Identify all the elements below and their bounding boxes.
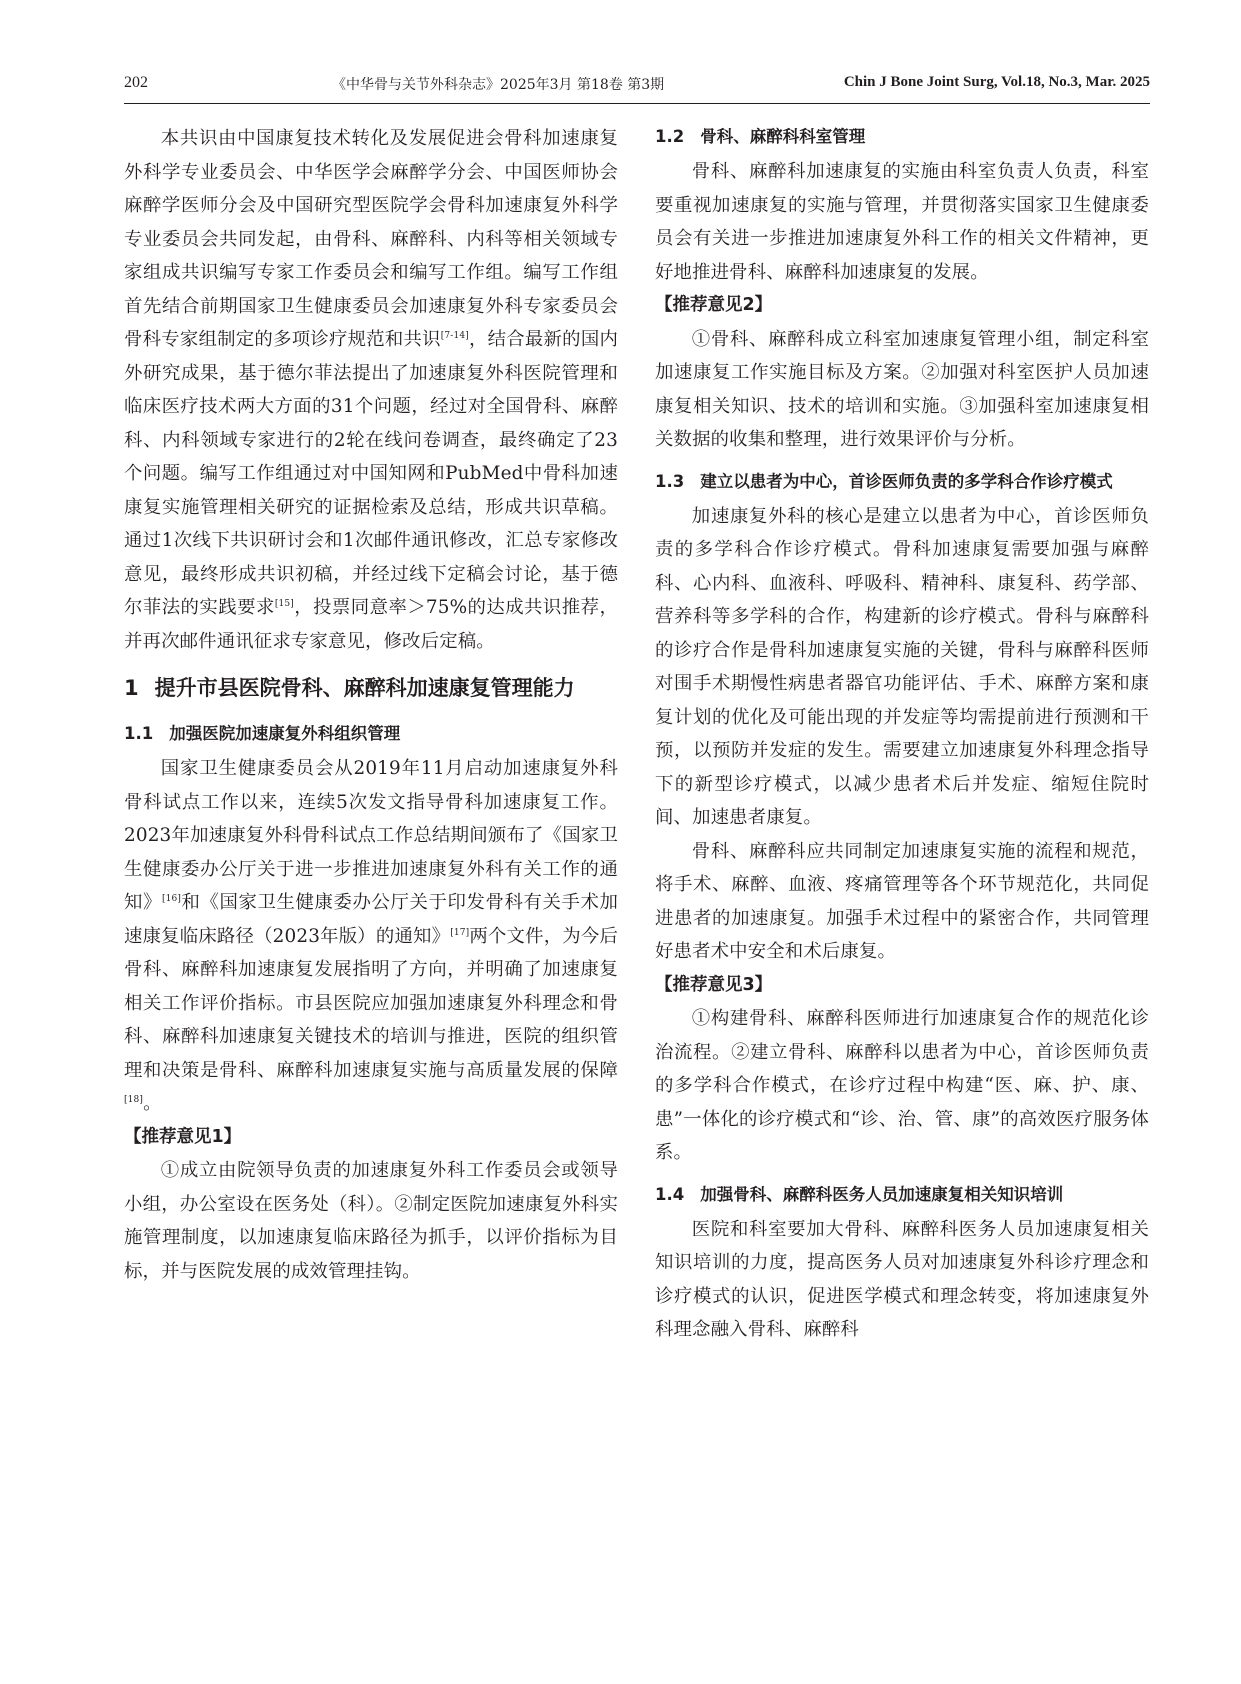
recommendation-3-text: ①构建骨科、麻醉科医师进行加速康复合作的规范化诊治流程。②建立骨科、麻醉科以患者为中心，首诊医师负责的多学科合作模式，在诊疗过程中构建“医、麻、护、康、患”一体化的诊疗模式和“诊、治、管、康”的高效医疗服务体系。 <box>655 1008 1149 1163</box>
paragraph-1-2: 骨科、麻醉科加速康复的实施由科室负责人负责，科室要重视加速康复的实施与管理，并贯彻落实国家卫生健康委员会有关进一步推进加速康复外科工作的相关文件精神，更好地推进骨科、麻醉科加速康复的发展。 <box>655 161 1149 283</box>
subsection-heading-1-4: 1.4 加强骨科、麻醉科医务人员加速康复相关知识培训 <box>655 1184 1064 1204</box>
journal-title-english: Chin J Bone Joint Surg, Vol.18, No.3, Mar. 2025 <box>843 74 1150 90</box>
recommendation-3-label: 【推荐意见3】 <box>655 974 773 995</box>
paragraph-1-1: 国家卫生健康委员会从2019年11月启动加速康复外科骨科试点工作以来，连续5次发文指导骨科加速康复工作。2023年加速康复外科骨科试点工作总结期间颁布了《国家卫生健康委办公厅关于进一步推进加速康复外科有关工作的通知》[16]和《国家卫生健康委办公厅关于印发骨科有关手术加速康复临床路径（2023年版）的通知》[17]两个文件，为今后骨科、麻醉科加速康复发展指明了方向，并明确了加速康复相关工作评价指标。市县医院应加强加速康复外科理念和骨科、麻醉科加速康复关键技术的培训与推进，医院的组织管理和决策是骨科、麻醉科加速康复实施与高质量发展的保障[18]。 <box>124 758 618 1114</box>
citation: [15] <box>274 598 294 609</box>
citation: [7-14] <box>440 330 469 341</box>
recommendation-2-text: ①骨科、麻醉科成立科室加速康复管理小组，制定科室加速康复工作实施目标及方案。②加强对科室医护人员加速康复相关知识、技术的培训和实施。③加强科室加速康复相关数据的收集和整理，进行效果评价与分析。 <box>655 328 1149 450</box>
recommendation-1-label: 【推荐意见1】 <box>124 1126 242 1147</box>
intro-paragraph: 本共识由中国康复技术转化及发展促进会骨科加速康复外科学专业委员会、中华医学会麻醉学分会、中国医师协会麻醉学医师分会及中国研究型医院学会骨科加速康复外科学专业委员会共同发起，由骨科、麻醉科、内科等相关领域专家组成共识编写专家工作委员会和编写工作组。编写工作组首先结合前期国家卫生健康委员会加速康复外科专家委员会骨科专家组制定的多项诊疗规范和共识[7-14]，结合最新的国内外研究成果，基于德尔菲法提出了加速康复外科医院管理和临床医疗技术两大方面的31个问题，经过对全国骨科、麻醉科、内科领域专家进行的2轮在线问卷调查，最终确定了23个问题。编写工作组通过对中国知网和PubMed中骨科加速康复实施管理相关研究的证据检索及总结，形成共识草稿。通过1次线下共识研讨会和1次邮件通讯修改，汇总专家修改意见，最终形成共识初稿，并经过线下定稿会讨论，基于德尔菲法的实践要求[15]，投票同意率＞75%的达成共识推荐，并再次邮件通讯征求专家意见，修改后定稿。 <box>124 128 619 652</box>
citation: [16] <box>162 893 182 904</box>
header-rule <box>124 103 1150 104</box>
citation: [17] <box>450 927 470 938</box>
paragraph-1-4: 医院和科室要加大骨科、麻醉科医务人员加速康复相关知识培训的力度，提高医务人员对加速康复外科诊疗理念和诊疗模式的认识，促进医学模式和理念转变，将加速康复外科理念融入骨科、麻醉科 <box>655 1218 1149 1340</box>
running-header <box>124 74 1150 104</box>
page-number: 202 <box>124 74 148 91</box>
right-column <box>655 122 1149 1347</box>
citation: [18] <box>124 1094 144 1105</box>
subsection-heading-1-2: 1.2 骨科、麻醉科科室管理 <box>655 127 866 146</box>
subsection-heading-1-1: 1.1 加强医院加速康复外科组织管理 <box>124 724 401 743</box>
recommendation-2-label: 【推荐意见2】 <box>655 295 773 315</box>
paragraph-1-3a: 加速康复外科的核心是建立以患者为中心，首诊医师负责的多学科合作诊疗模式。骨科加速康复需要加强与麻醉科、心内科、血液科、呼吸科、精神科、康复科、药学部、营养科等多学科的合作，构建新的诊疗模式。骨科与麻醉科的诊疗合作是骨科加速康复实施的关键，骨科与麻醉科医师对围手术期慢性病患者器官功能评估、手术、麻醉方案和康复计划的优化及可能出现的并发症等均需提前进行预测和干预，以预防并发症的发生。需要建立加速康复外科理念指导下的新型诊疗模式，以减少患者术后并发症、缩短住院时间、加速患者康复。 <box>655 505 1149 828</box>
section-heading-1: 1 提升市县医院骨科、麻醉科加速康复管理能力 <box>124 676 575 700</box>
subsection-heading-1-3: 1.3 建立以患者为中心，首诊医师负责的多学科合作诊疗模式 <box>655 471 1113 491</box>
paragraph-1-3b: 骨科、麻醉科应共同制定加速康复实施的流程和规范，将手术、麻醉、血液、疼痛管理等各个环节规范化，共同促进患者的加速康复。加强手术过程中的紧密合作，共同管理好患者术中安全和术后康复。 <box>655 840 1149 962</box>
journal-title-chinese: 《中华骨与关节外科杂志》2025年3月 第18卷 第3期 <box>332 77 665 93</box>
left-column <box>124 122 618 1288</box>
recommendation-1-text: ①成立由院领导负责的加速康复外科工作委员会或领导小组，办公室设在医务处（科）。②制定医院加速康复外科实施管理制度，以加速康复临床路径为抓手，以评价指标为目标，并与医院发展的成效管理挂钩。 <box>124 1160 618 1282</box>
